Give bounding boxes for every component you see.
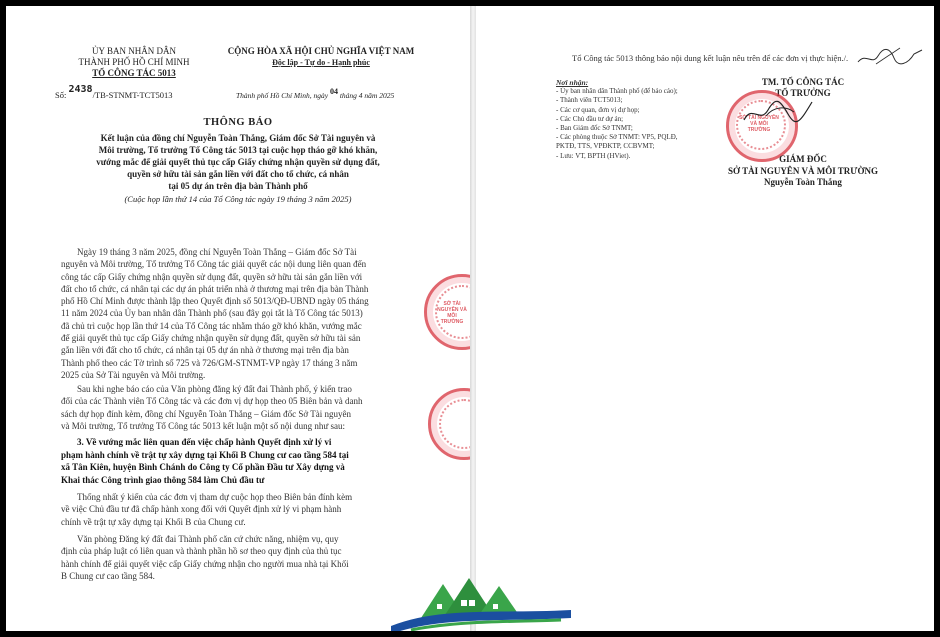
paragraph-line: 11 năm 2024 của Ủy ban nhân dân Thành phố (sau đây gọi tắt là Tổ Công tác 5013) xyxy=(61,308,363,319)
real-estate-logo-icon xyxy=(381,566,581,631)
paragraph-conclusion-intro xyxy=(61,383,411,432)
paragraph-line: để giải quyết thủ tục cấp Giấy chứng nhận quyền sử dụng đất, quyền sở hữu tài sản xyxy=(61,333,361,344)
paragraph-line: định của pháp luật có liên quan và thành phần hồ sơ theo quy định của thủ tục xyxy=(61,546,342,557)
paragraph-line: phố Hồ Chí Minh được thành lập theo Quyết định số 5013/QĐ-UBND ngày 05 tháng xyxy=(61,296,369,307)
notice-subject xyxy=(66,132,410,192)
subject-line: vướng mắc để giải quyết thủ tục cấp Giấy chứng nhận quyền sử dụng đất, xyxy=(96,157,380,167)
national-title: CỘNG HÒA XÃ HỘI CHỦ NGHĨA VIỆT NAM xyxy=(227,46,415,56)
signer-department: SỞ TÀI NGUYÊN VÀ MÔI TRƯỜNG xyxy=(728,165,878,176)
recipients-label: Nơi nhận: xyxy=(556,78,589,87)
place-date-prefix: Thành phố Hồ Chí Minh, ngày xyxy=(236,91,329,100)
sign-line-2: TỔ TRƯỞNG xyxy=(775,88,831,98)
header-left-line1: ỦY BAN NHÂN DÂN xyxy=(92,46,176,56)
paragraph-line: 2025 của Sở Tài nguyên và Môi trường. xyxy=(61,369,206,380)
recipient-item: - Ban Giám đốc Sở TNMT; xyxy=(556,124,633,133)
conclusion-closing-line: Tổ Công tác 5013 thông báo nội dung kết luận nêu trên để các đơn vị thực hiện./. xyxy=(572,53,849,63)
recipient-item: PKTĐ, TTS, VPĐKTP, CCBVMT; xyxy=(556,142,655,151)
recipients-block xyxy=(556,78,716,161)
signer-position: GIÁM ĐỐC xyxy=(779,154,827,164)
recipient-item: - Ủy ban nhân dân Thành phố (để báo cáo); xyxy=(556,87,678,96)
paragraph-line: hành chính để giải quyết việc cấp Giấy chứng nhận cho người mua nhà tại Khối xyxy=(61,558,349,569)
paragraph-line: công tác cấp Giấy chứng nhận quyền sử dụng đất, quyền sở hữu tài sản gắn liền với xyxy=(61,271,363,282)
recipient-item: - Các Chủ đầu tư dự án; xyxy=(556,114,624,123)
paragraph-line: Văn phòng Đăng ký đất đai Thành phố căn cứ chức năng, nhiệm vụ, quy xyxy=(77,534,339,544)
place-date-day: 04 xyxy=(329,87,338,96)
subject-line: Kết luận của đồng chí Nguyễn Toàn Thắng, Giám đốc Sở Tài nguyên và xyxy=(100,133,376,143)
recipient-item: - Lưu: VT, BPTH (HViet). xyxy=(556,151,631,160)
recipient-item: - Các phòng thuộc Sở TNMT: VP5, PQLĐ, xyxy=(556,133,678,142)
paragraph-line: Sau khi nghe báo cáo của Văn phòng đăng ký đất đai Thành phố, ý kiến trao xyxy=(77,384,352,394)
sign-block-bottom xyxy=(688,154,918,189)
paragraph-line: nguyên và Môi trường, Tổ trưởng Tổ Công tác giải quyết các nội dung liên quan đến xyxy=(61,259,367,270)
paragraph-line: Thành phố theo các Tờ trình số 725 và 726/GM-STNMT-VP ngày 17 tháng 3 năm xyxy=(61,357,358,368)
meeting-note: (Cuộc họp lần thứ 14 của Tổ Công tác ngày 19 tháng 3 năm 2025) xyxy=(124,194,352,204)
stamp-text: SỞ TÀI NGUYÊN VÀ MÔI TRƯỜNG xyxy=(437,301,467,325)
place-date xyxy=(236,87,436,101)
initial-signature-icon xyxy=(856,44,926,70)
document-frame xyxy=(6,6,934,631)
paragraph-line: đất cho tổ chức, cá nhân tại các dự án phát triển nhà ở thương mại trên địa bàn Thành xyxy=(61,283,369,294)
document-page-right xyxy=(476,6,934,631)
recipient-item: - Thành viên TCT5013; xyxy=(556,96,623,105)
section-3-heading xyxy=(61,436,411,486)
heading-line: 3. Về vướng mắc liên quan đến việc chấp hành Quyết định xử lý vi xyxy=(77,437,332,447)
paragraph-line: Thống nhất ý kiến của các đơn vị tham dự cuộc họp theo Biên bản đính kèm xyxy=(77,492,353,502)
paragraph-line: sách dự họp đính kèm, đồng chí Nguyễn Toàn Thắng – Giám đốc Sở Tài nguyên xyxy=(61,408,351,419)
paragraph-line: đã chủ trì cuộc họp lần thứ 14 của Tổ Công tác nhằm tháo gỡ khó khăn, vướng mắc xyxy=(61,320,362,331)
paragraph-registration-office xyxy=(61,533,411,582)
subject-line: tại 05 dự án trên địa bàn Thành phố xyxy=(168,181,308,191)
heading-line: phạm hành chính về trật tự xây dựng tại Khối B Chung cư cao tầng 584 tại xyxy=(61,449,349,460)
recipient-item: - Các cơ quan, đơn vị dự họp; xyxy=(556,105,640,114)
document-page-left xyxy=(6,6,470,631)
paragraph-line: về việc Chủ đầu tư đã chấp hành xong đối với Quyết định xử lý vi phạm hành xyxy=(61,504,342,515)
paragraph-line: và Môi trường, Tổ trưởng Tổ Công tác 5013 kết luận một số nội dung như sau: xyxy=(61,420,346,431)
paragraph-line: B Chung cư cao tầng 584. xyxy=(61,570,155,581)
subject-line: Môi trường, Tổ trưởng Tổ Công tác 5013 tại cuộc họp tháo gỡ khó khăn, xyxy=(98,145,378,155)
doc-number-suffix: /TB-STNMT-TCT5013 xyxy=(92,90,173,100)
notice-title: THÔNG BÁO xyxy=(203,117,273,128)
heading-line: xã Tân Kiên, huyện Bình Chánh do Công ty Cổ phần Đầu tư Xây dựng và xyxy=(61,462,345,472)
header-left-line3: TỔ CÔNG TÁC 5013 xyxy=(92,68,176,78)
subject-line: quyền sở hữu tài sản gắn liền với đất cho tổ chức, cá nhân xyxy=(127,169,349,179)
paragraph-line: Ngày 19 tháng 3 năm 2025, đồng chí Nguyễn Toàn Thắng – Giám đốc Sở Tài xyxy=(77,247,357,257)
place-date-suffix: tháng 4 năm 2025 xyxy=(339,91,395,100)
paragraph-line: gắn liền với đất cho tổ chức, cá nhân tại 05 dự án nhà ở thương mại trên địa bàn xyxy=(61,345,349,356)
paragraph-intro xyxy=(61,246,411,381)
sign-line-1: TM. TỔ CÔNG TÁC xyxy=(761,77,845,87)
heading-line: Khai thác Công trình giao thông 584 làm Chủ đầu tư xyxy=(61,474,265,485)
official-stamp-text: SỞ TÀI NGUYÊN VÀ MÔI TRƯỜNG xyxy=(739,115,779,133)
paragraph-agreement xyxy=(61,491,411,528)
header-right xyxy=(216,46,426,68)
paragraph-line: chính về trật tự xây dựng tại Khối B của Chung cư. xyxy=(61,516,246,527)
header-left-line2: THÀNH PHỐ HỒ CHÍ MINH xyxy=(78,57,190,67)
doc-number xyxy=(55,84,225,101)
signer-name: Nguyễn Toàn Thắng xyxy=(764,177,842,187)
national-motto: Độc lập - Tự do - Hạnh phúc xyxy=(272,58,370,67)
doc-number-handwritten: 2438 xyxy=(68,84,93,95)
paragraph-line: đổi của các Thành viên Tổ Công tác và các đơn vị dự họp theo 05 Biên bản và danh xyxy=(61,396,363,407)
doc-number-prefix: Số: xyxy=(55,90,67,100)
header-left xyxy=(64,46,204,79)
director-signature-icon xyxy=(738,94,818,130)
